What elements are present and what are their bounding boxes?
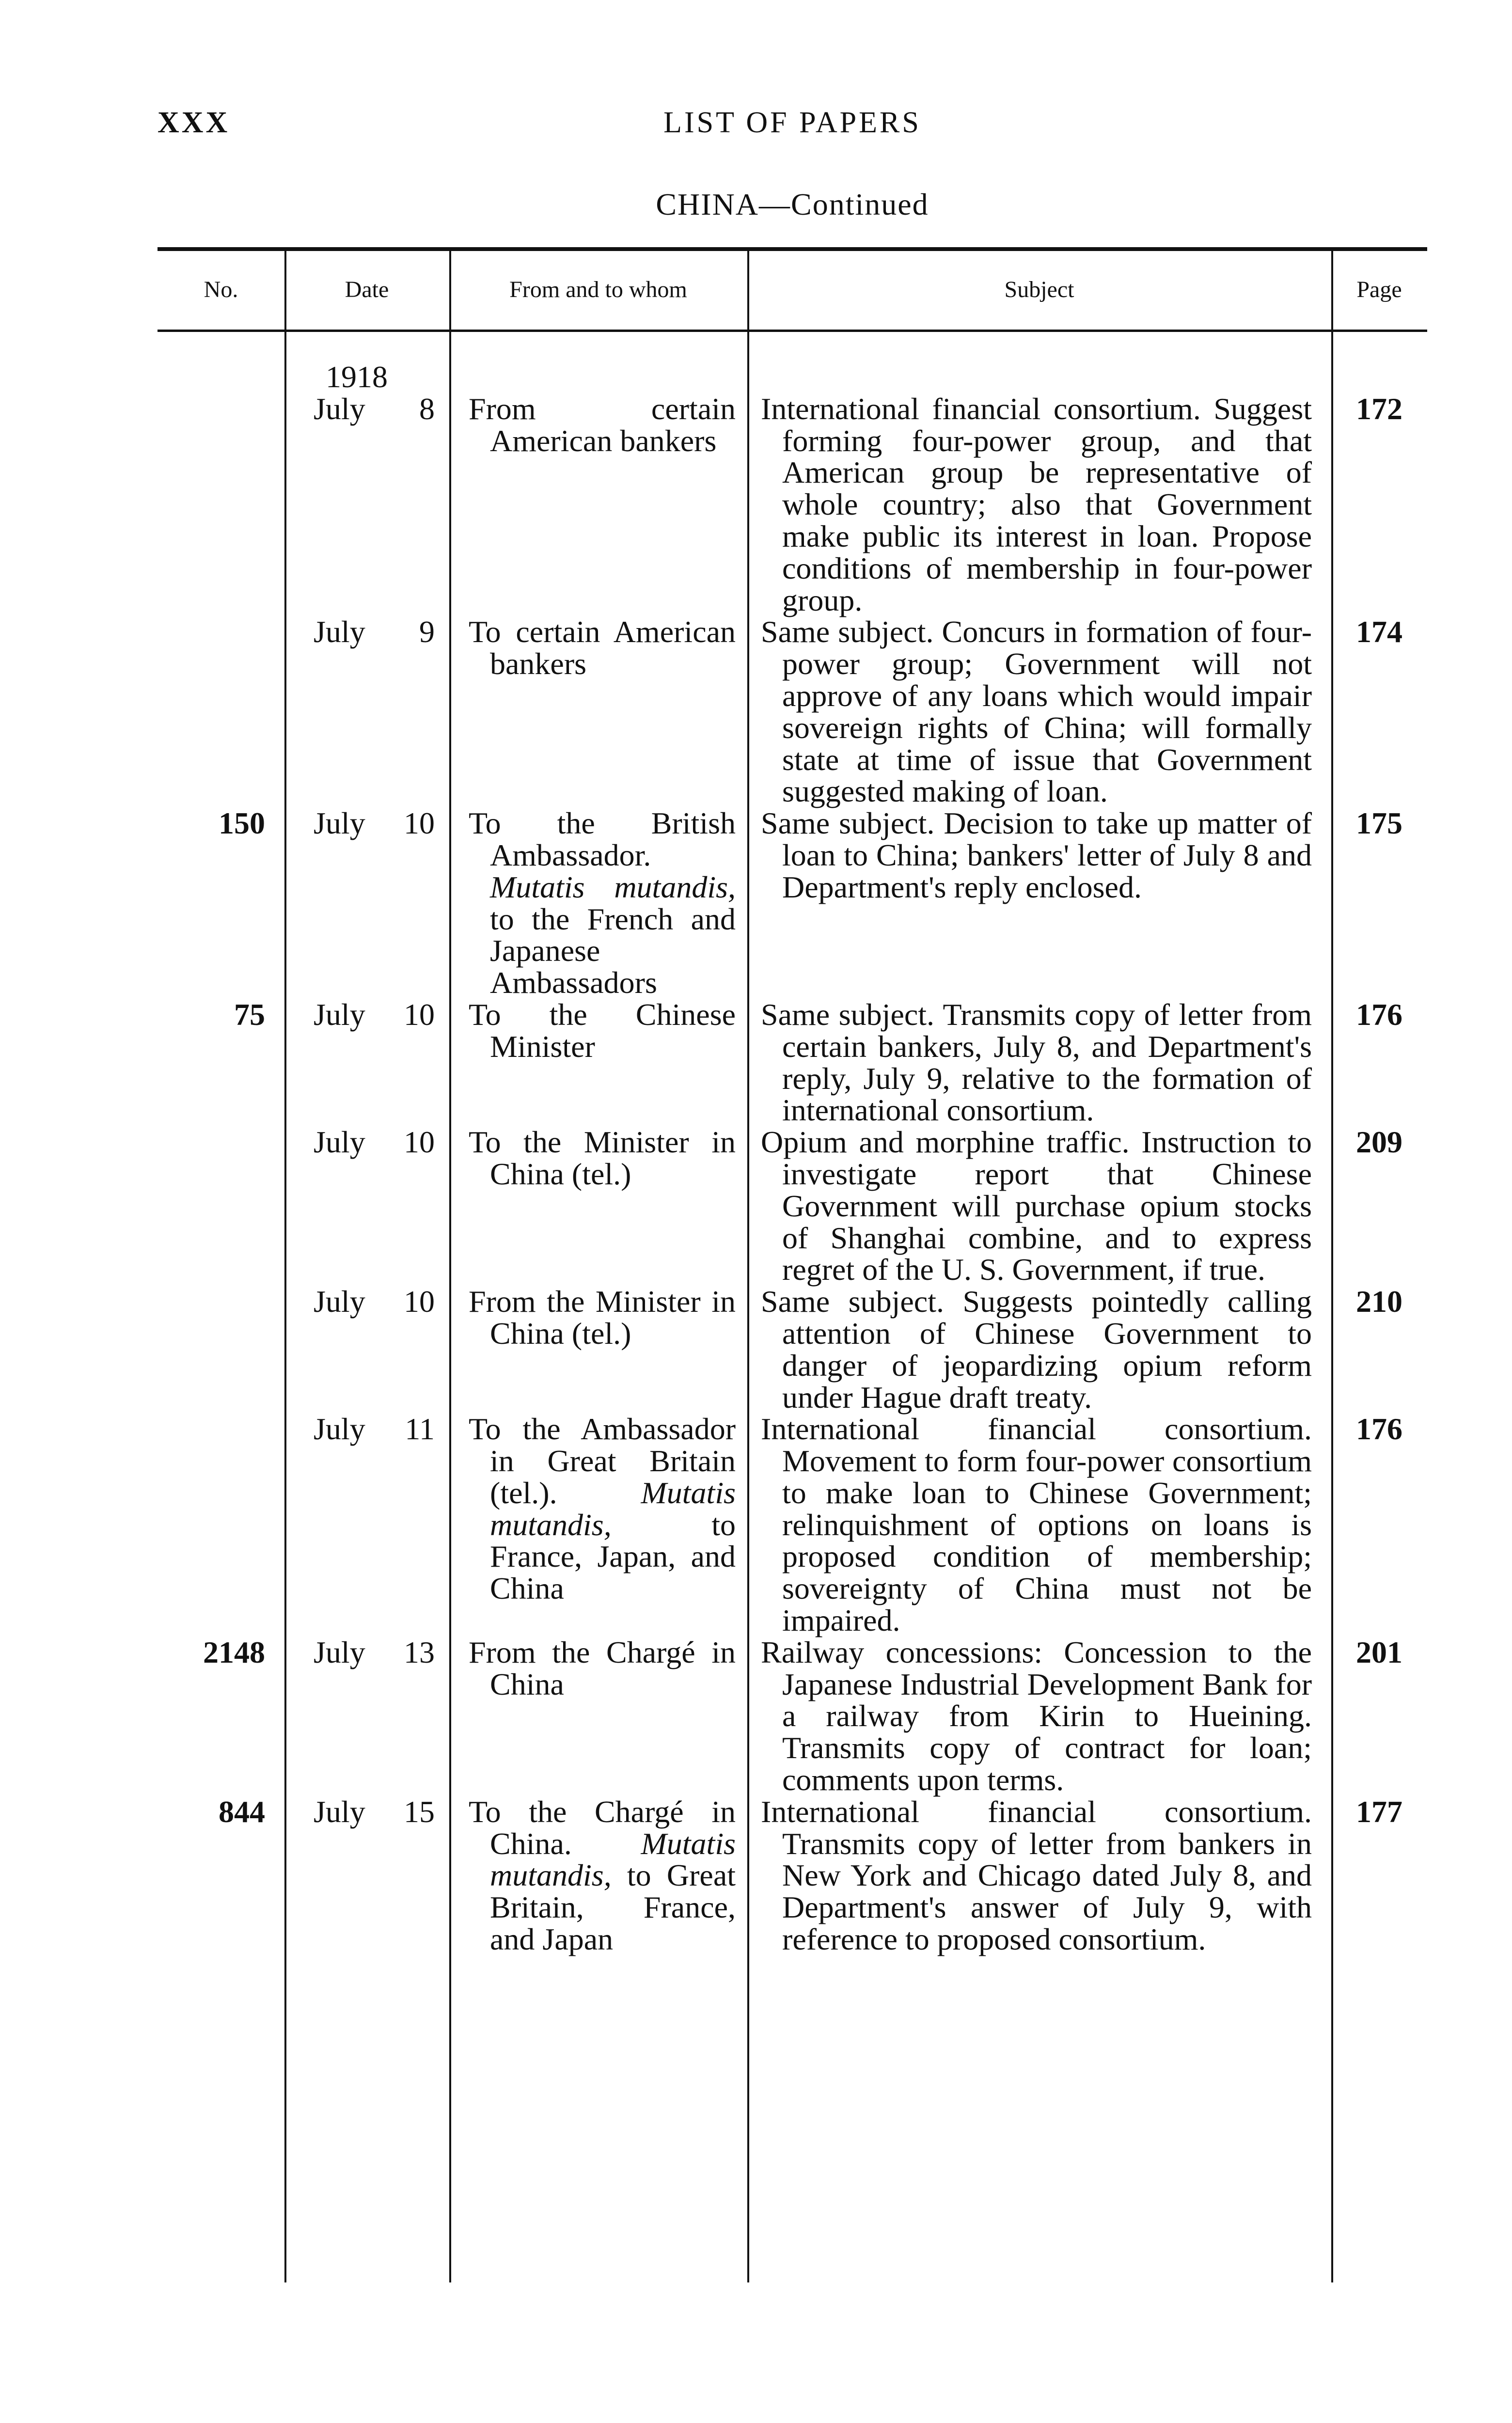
row-page: 210 — [1356, 1284, 1402, 1319]
row-subject — [747, 807, 1331, 999]
row-date — [284, 1126, 449, 1286]
column-header-date: Date — [345, 277, 389, 302]
date-line — [314, 1126, 435, 1158]
date-day: 11 — [405, 1412, 435, 1447]
date-month: July — [314, 1412, 365, 1447]
table-row — [158, 616, 1427, 807]
row-date — [284, 616, 449, 807]
from-main: From the Chargé in China — [469, 1635, 736, 1701]
page-header — [158, 106, 1427, 149]
row-date — [284, 807, 449, 999]
date-line — [314, 616, 435, 648]
from-main: To the Chinese Minister — [469, 997, 736, 1064]
table-row — [158, 393, 1427, 616]
row-subject — [747, 1413, 1331, 1636]
from-main: From the Minister in China (tel.) — [469, 1284, 736, 1351]
row-date — [284, 1413, 449, 1636]
date-line — [314, 1286, 435, 1318]
row-number — [158, 1413, 284, 1636]
date-day: 10 — [404, 806, 435, 841]
from-mutatis: Mutatis mutandis, — [490, 869, 736, 904]
date-line — [314, 1796, 435, 1828]
row-from-to — [449, 1796, 747, 1955]
from-rest: to Great Britain, France, and Japan — [490, 1858, 736, 1957]
date-day: 15 — [404, 1794, 435, 1829]
subject-text: International financial consortium. Suggest forming four-power group, and that American group be representative of whole country; also that Government make public its interest in loan. Propose conditions of membership in four-power group. — [761, 391, 1312, 617]
table-row — [158, 1413, 1427, 1636]
row-date — [284, 1636, 449, 1796]
date-line — [314, 393, 435, 425]
subject-text: International financial consortium. Movement to form four-power consortium to make loan to Chinese Government; relinquishment of options on loans is proposed condition of membership; sovereignty of China must not be impaired. — [761, 1412, 1312, 1638]
table-row — [158, 1796, 1427, 1955]
papers-table — [158, 247, 1427, 2282]
row-page: 209 — [1356, 1125, 1402, 1160]
subject-text: Railway concessions: Concession to the Japanese Industrial Development Bank for a railway from Kirin to Hueining. Transmits copy of contract for loan; comments upon terms. — [761, 1635, 1312, 1797]
subject-text: Same subject. Decision to take up matter of loan to China; bankers' letter of July 8 and Department's reply enclosed. — [761, 806, 1312, 904]
column-header-subject: Subject — [1004, 277, 1074, 302]
running-title: LIST OF PAPERS — [663, 106, 921, 139]
table-header-rule — [158, 330, 1427, 332]
date-month: July — [314, 997, 365, 1032]
row-subject — [747, 1636, 1331, 1796]
table-row — [158, 807, 1427, 999]
row-subject — [747, 1796, 1331, 1955]
from-text — [469, 1796, 736, 1955]
row-number: 2148 — [203, 1635, 265, 1669]
row-number: 844 — [219, 1794, 265, 1829]
from-text — [469, 807, 736, 999]
date-day: 13 — [404, 1635, 435, 1669]
row-subject — [747, 1286, 1331, 1413]
date-day: 10 — [404, 1284, 435, 1319]
page-number: XXX — [158, 106, 230, 139]
date-day: 10 — [404, 997, 435, 1032]
table-row — [158, 1126, 1427, 1286]
table-top-rule — [158, 247, 1427, 251]
from-text — [469, 1636, 736, 1700]
table-row — [158, 1636, 1427, 1796]
row-page: 176 — [1356, 1412, 1402, 1447]
row-subject — [747, 393, 1331, 616]
from-text — [469, 999, 736, 1063]
row-page: 172 — [1356, 391, 1402, 426]
column-header-no: No. — [204, 277, 238, 302]
table-row — [158, 999, 1427, 1126]
from-main: To certain American bankers — [469, 614, 736, 681]
row-number — [158, 393, 284, 616]
row-page: 175 — [1356, 806, 1402, 841]
row-from-to — [449, 807, 747, 999]
date-month: July — [314, 391, 365, 426]
date-month: July — [314, 1794, 365, 1829]
from-main: To the British Ambassador. — [469, 806, 736, 872]
column-header-page: Page — [1356, 277, 1402, 302]
from-text — [469, 1126, 736, 1190]
date-day: 8 — [419, 391, 435, 426]
row-page: 177 — [1356, 1794, 1402, 1829]
row-number — [158, 1126, 284, 1286]
row-from-to — [449, 1636, 747, 1796]
date-line — [314, 1636, 435, 1668]
date-line — [314, 999, 435, 1031]
subject-text: International financial consortium. Transmits copy of letter from bankers in New York and Chicago dated July 8, and Department's answer of July 9, with reference to proposed consortium. — [761, 1794, 1312, 1957]
from-main: To the Chargé in China. — [469, 1794, 736, 1861]
from-rest: to the French and Japanese Ambassadors — [490, 901, 736, 1000]
table-row — [158, 1286, 1427, 1413]
from-mutatis: Mutatis mutandis, — [490, 1475, 736, 1542]
date-month: July — [314, 806, 365, 841]
row-date — [284, 393, 449, 616]
year-row — [158, 361, 1427, 393]
from-mutatis: Mutatis mutandis, — [490, 1826, 736, 1893]
from-text — [469, 1413, 736, 1605]
row-date — [284, 1796, 449, 1955]
from-main: To the Minister in China (tel.) — [469, 1125, 736, 1191]
row-number — [158, 616, 284, 807]
row-subject — [747, 999, 1331, 1126]
date-month: July — [314, 1125, 365, 1160]
subject-text: Same subject. Transmits copy of letter from certain bankers, July 8, and Department's reply, July 9, relative to the formation of international consortium. — [761, 997, 1312, 1128]
from-text — [469, 1286, 736, 1350]
row-number — [158, 1286, 284, 1413]
from-text — [469, 393, 736, 457]
date-month: July — [314, 1284, 365, 1319]
row-subject — [747, 1126, 1331, 1286]
date-day: 10 — [404, 1125, 435, 1160]
date-month: July — [314, 614, 365, 649]
row-from-to — [449, 1126, 747, 1286]
date-day: 9 — [419, 614, 435, 649]
column-header-from: From and to whom — [509, 277, 687, 302]
row-page: 201 — [1356, 1635, 1402, 1669]
date-line — [314, 1413, 435, 1445]
row-number: 150 — [219, 806, 265, 841]
date-line — [314, 807, 435, 839]
row-date — [284, 1286, 449, 1413]
subject-text: Opium and morphine traffic. Instruction to investigate report that Chinese Government will purchase opium stocks of Shanghai combine, and to express regret of the U. S. Government, if true. — [761, 1125, 1312, 1287]
row-page: 174 — [1356, 614, 1402, 649]
subject-text: Same subject. Suggests pointedly calling attention of Chinese Government to danger of jeopardizing opium reform under Hague draft treaty. — [761, 1284, 1312, 1415]
year-label: 1918 — [326, 360, 388, 394]
row-from-to — [449, 999, 747, 1126]
subject-text: Same subject. Concurs in formation of four-power group; Government will not approve of any loans which would impair sovereign rights of China; will formally state at time of issue that Government suggested making of loan. — [761, 614, 1312, 809]
row-from-to — [449, 393, 747, 616]
row-date — [284, 999, 449, 1126]
section-subtitle: CHINA—Continued — [656, 187, 929, 221]
row-from-to — [449, 1286, 747, 1413]
date-month: July — [314, 1635, 365, 1669]
from-text — [469, 616, 736, 680]
from-main: To the Ambassador in Great Britain (tel.). — [469, 1412, 736, 1510]
from-rest: to France, Japan, and China — [490, 1507, 736, 1606]
row-number: 75 — [234, 997, 265, 1032]
row-from-to — [449, 616, 747, 807]
table-body — [158, 361, 1427, 1955]
row-from-to — [449, 1413, 747, 1636]
from-main: From certain American bankers — [469, 391, 736, 458]
row-subject — [747, 616, 1331, 807]
row-page: 176 — [1356, 997, 1402, 1032]
